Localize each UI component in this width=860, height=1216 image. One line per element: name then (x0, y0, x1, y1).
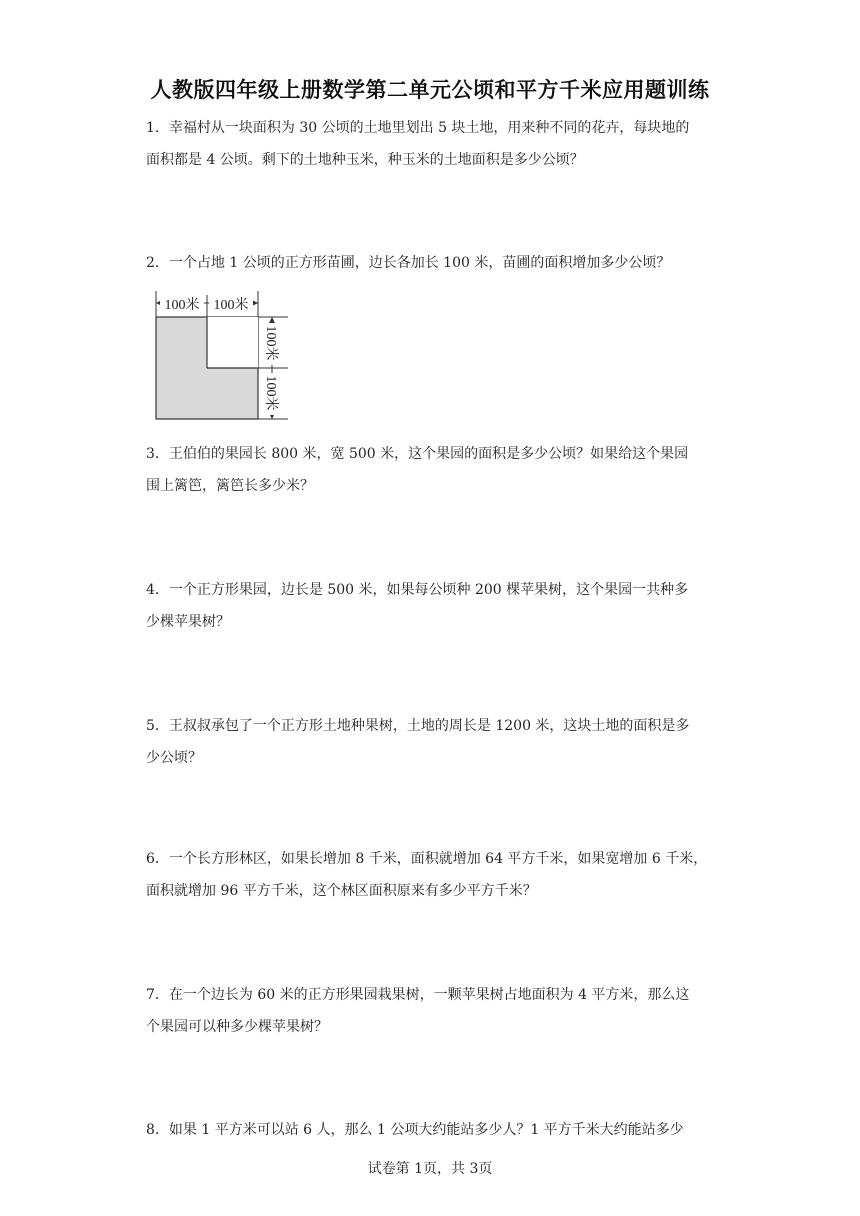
question-line: 围上篱笆，篱笆长多少米？ (146, 478, 314, 494)
square-expansion-diagram (146, 285, 296, 425)
question-line: 少公顷？ (146, 750, 202, 766)
question-3 (146, 438, 726, 502)
question-2 (146, 247, 726, 279)
question-6 (146, 843, 726, 907)
question-line: 4．一个正方形果园，边长是 500 米，如果每公顷种 200 棵苹果树，这个果园一共种多 (146, 582, 689, 598)
page-title: 人教版四年级上册数学第二单元公顷和平方千米应用题训练 (150, 78, 710, 102)
page-footer: 试卷第 1页，共 3页 (367, 1161, 493, 1177)
question-line: 面积都是 4 公顷。剩下的土地种玉米，种玉米的土地面积是多少公顷？ (146, 152, 584, 168)
question-line: 5．王叔叔承包了一个正方形土地种果树，土地的周长是 1200 米，这块土地的面积是多 (146, 718, 690, 734)
question-line: 2．一个占地 1 公顷的正方形苗圃，边长各加长 100 米，苗圃的面积增加多少公顷？ (146, 255, 671, 271)
top-label-1: 100米 (164, 298, 200, 313)
right-label-1: 100米 (263, 325, 278, 361)
arrow-head (269, 317, 275, 323)
question-7 (146, 979, 726, 1043)
top-label-2: 100米 (213, 298, 249, 313)
question-8 (146, 1114, 726, 1146)
question-line: 7．在一个边长为 60 米的正方形果园栽果树，一颗苹果树占地面积为 4 平方米，那么这 (146, 987, 690, 1003)
question-line: 6．一个长方形林区，如果长增加 8 千米，面积就增加 64 平方千米，如果宽增加 6 千米， (146, 851, 708, 867)
question-5 (146, 710, 726, 774)
question-line: 3．王伯伯的果园长 800 米，宽 500 米，这个果园的面积是多少公顷？如果给这个果园 (146, 446, 689, 462)
original-square (207, 317, 258, 368)
question-line: 少棵苹果树？ (146, 614, 230, 630)
question-1 (146, 112, 726, 176)
question-line: 个果园可以种多少棵苹果树？ (146, 1019, 328, 1035)
question-4 (146, 574, 726, 638)
question-line: 1．幸福村从一块面积为 30 公顷的土地里划出 5 块土地，用来种不同的花卉，每块地的 (146, 120, 690, 136)
question-line: 8．如果 1 平方米可以站 6 人，那么 1 公项大约能站多少人？1 平方千米大约能站多少 (146, 1122, 684, 1138)
right-label-2: 100米 (263, 375, 278, 411)
question-line: 面积就增加 96 平方千米，这个林区面积原来有多少平方千米？ (146, 883, 537, 899)
